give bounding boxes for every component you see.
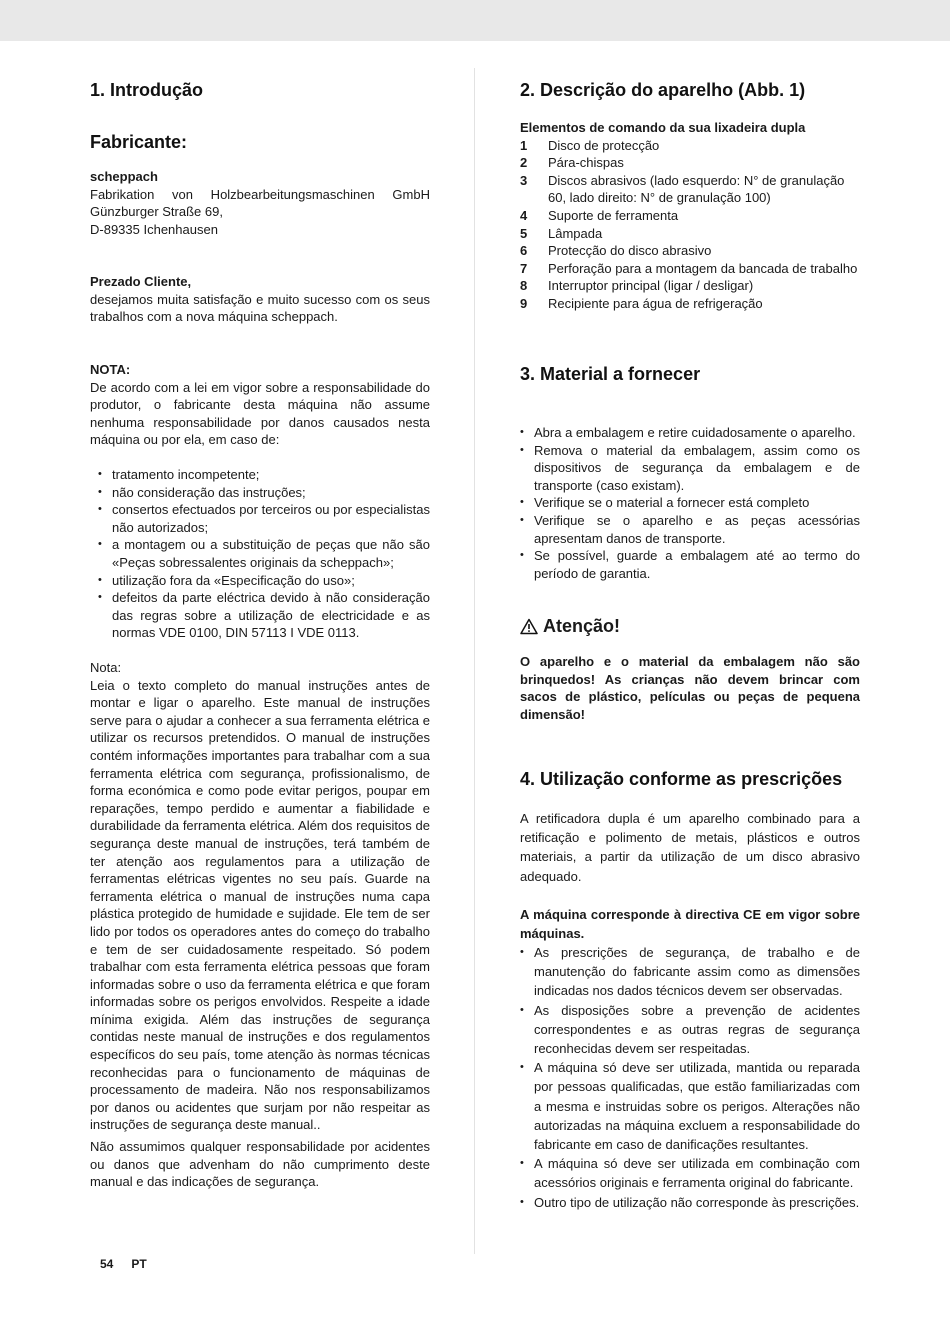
control-label: Recipiente para água de refrigeração <box>548 295 763 311</box>
control-label: Perforação para a montagem da bancada de trabalho <box>548 260 858 276</box>
usage-list <box>520 943 860 1212</box>
list-item: • As disposições sobre a prevenção de acidentes correspondentes e as outras regras de segurança reconhecidas devem ser respeitadas. <box>520 1001 860 1059</box>
control-item <box>520 154 860 172</box>
control-number: 9 <box>520 295 528 311</box>
control-number: 4 <box>520 207 528 223</box>
column-divider <box>474 68 475 1254</box>
control-label: Suporte de ferramenta <box>548 207 679 223</box>
nota2-block <box>90 659 430 1191</box>
nota-block <box>90 361 430 642</box>
nota-label: NOTA: <box>90 362 131 377</box>
material-list <box>520 424 860 582</box>
list-item: • Abra a embalagem e retire cuidadosamente o aparelho. <box>520 424 860 442</box>
controls-block <box>520 119 860 313</box>
top-band <box>0 0 950 41</box>
control-item <box>520 260 860 278</box>
control-item <box>520 277 860 295</box>
usage-text: A retificadora dupla é um aparelho combinado para a retificação e polimento de metais, plásticos e outros materiais, a partir da utilização de um disco abrasivo adequado. <box>520 811 860 884</box>
controls-title: Elementos de comando da sua lixadeira dupla <box>520 120 806 135</box>
control-number: 2 <box>520 155 528 171</box>
control-label: Discos abrasivos (lado esquerdo: N° de granulação 60, lado direito: N° de granulação 100) <box>548 172 845 206</box>
manufacturer-address <box>90 168 430 238</box>
warning-icon <box>520 618 538 635</box>
material-heading: 3. Material a fornecer <box>520 364 701 384</box>
control-label: Lâmpada <box>548 225 603 241</box>
greeting-block <box>90 273 430 326</box>
list-item: • não consideração das instruções; <box>90 484 430 502</box>
control-number: 1 <box>520 137 528 153</box>
nota2-text: Leia o texto completo do manual instruções antes de montar e ligar o aparelho. Este manual de instruções serve para o ajudar a conhecer a sua ferramenta elétrica e utilizar os recursos pretendidos. O manual de instruções contém informações importantes para trabalhar com a sua ferramenta elétrica com segurança, profissionalismo, de forma económica e como pode evitar perigos, poupar em reparações, tempo perdido e aumentar a fiabilidade e durabilidade da ferramenta elétrica. Além dos requisitos de segurança deste manual de instruções, terá também de ter atenção aos regulamentos para a utilização de ferramentas elétricas vigentes no seu país. Guarde na ferramenta elétrica o manual de instruções numa capa plástica protegido de humidade e sujidade. Ele tem de ser lido por todos os operadores antes do começo do trabalho e tem de ser cuidadosamente respeitado. Só podem trabalhar com esta ferramenta elétrica pessoas que foram informadas sobre o uso da ferramenta elétrica e que foram informadas sobre os perigos envolvidos. Respeite a idade mínima exigida. Além das instruções de segurança contidas neste manual de instruções e dos regulamentos específicos do seu país, tome atenção às normas técnicas reconhecidas para o funcionamento de máquinas de processamento de madeira. Não nos responsabilizamos por danos ou acidentes que surjam por não respeitar as instruções de segurança deste manual.. <box>90 677 430 1133</box>
control-item <box>520 207 860 225</box>
list-item: • Outro tipo de utilização não corresponde às prescrições. <box>520 1193 860 1212</box>
ce-text: A máquina corresponde à directiva CE em vigor sobre máquinas. <box>520 907 860 942</box>
control-item <box>520 242 860 260</box>
greeting-text: desejamos muita satisfação e muito sucesso com os seus trabalhos com a nova máquina scheppach. <box>90 291 430 325</box>
list-item: • Remova o material da embalagem, assim como os dispositivos de segurança da embalagem e de transporte (caso existam). <box>520 442 860 495</box>
list-item: • tratamento incompetente; <box>90 466 430 484</box>
page-footer <box>100 1257 165 1271</box>
company-name: scheppach <box>90 169 158 184</box>
control-number: 8 <box>520 278 528 294</box>
control-label: Pára-chispas <box>548 155 624 171</box>
list-item: • defeitos da parte eléctrica devido à não consideração das regras sobre a utilização de electricidade e as normas VDE 0100, DIN 57113 I VDE 0113. <box>90 589 430 642</box>
list-item: • A máquina só deve ser utilizada, mantida ou reparada por pessoas qualificadas, que estão familiarizadas com a mesma e instruidas sobre os perigos. Alterações não autorizadas na máquina excluem a responsabilidade do fabricante em caso de danificações resultantes. <box>520 1058 860 1154</box>
list-item: • Verifique se o material a fornecer está completo <box>520 494 860 512</box>
control-item <box>520 295 860 313</box>
list-item: • a montagem ou a substituição de peças que não são «Peças sobressalentes originais da scheppach»; <box>90 536 430 571</box>
nota2-label: Nota: <box>90 660 122 675</box>
usage-heading: 4. Utilização conforme as prescrições <box>520 769 843 789</box>
company-line: Günzburger Straße 69, <box>90 204 223 220</box>
list-item: • A máquina só deve ser utilizada em combinação com acessórios originais e ferramenta original do fabricante. <box>520 1154 860 1192</box>
controls-list <box>520 137 860 313</box>
nota-text: De acordo com a lei em vigor sobre a responsabilidade do produtor, o fabricante desta máquina não assume nenhuma responsabilidade por danos causados nesta máquina ou por ela, em caso de: <box>90 379 430 448</box>
list-item: • As prescrições de segurança, de trabalho e de manutenção do fabricante assim como as dimensões indicadas nos dados técnicos devem ser observadas. <box>520 943 860 1001</box>
company-line: Fabrikation von Holzbearbeitungsmaschinen GmbH <box>90 186 430 202</box>
control-item <box>520 137 860 155</box>
list-item: • utilização fora da «Especificação do uso»; <box>90 572 430 590</box>
attention-heading <box>520 614 860 638</box>
list-item: • Verifique se o aparelho e as peças acessórias apresentam danos de transporte. <box>520 512 860 547</box>
list-item: • consertos efectuados por terceiros ou por especialistas não autorizados; <box>90 501 430 536</box>
company-line: D-89335 Ichenhausen <box>90 221 218 237</box>
control-item <box>520 225 860 243</box>
control-item <box>520 172 860 207</box>
description-heading: 2. Descrição do aparelho (Abb. 1) <box>520 80 806 100</box>
control-label: Protecção do disco abrasivo <box>548 243 712 259</box>
nota-list <box>90 466 430 642</box>
language-code: PT <box>131 1257 147 1271</box>
greeting: Prezado Cliente, <box>90 274 192 289</box>
control-label: Disco de protecção <box>548 137 660 153</box>
control-number: 7 <box>520 260 528 276</box>
page-number: 54 <box>100 1257 114 1271</box>
attention-label: Atenção! <box>543 616 621 636</box>
control-number: 5 <box>520 225 528 241</box>
intro-heading: 1. Introdução <box>90 80 204 100</box>
nota2-text-2: Não assumimos qualquer responsabilidade por acidentes ou danos que advenham do não cumprimento deste manual e das indicações de segurança. <box>90 1139 430 1190</box>
control-number: 3 <box>520 172 528 188</box>
control-number: 6 <box>520 243 528 259</box>
control-label: Interruptor principal (ligar / desligar) <box>548 278 754 294</box>
attention-text: O aparelho e o material da embalagem não são brinquedos! As crianças não devem brincar com sacos de plástico, películas ou peças de pequena dimensão! <box>520 654 860 722</box>
list-item: • Se possível, guarde a embalagem até ao termo do período de garantia. <box>520 547 860 582</box>
manufacturer-heading: Fabricante: <box>90 132 188 152</box>
